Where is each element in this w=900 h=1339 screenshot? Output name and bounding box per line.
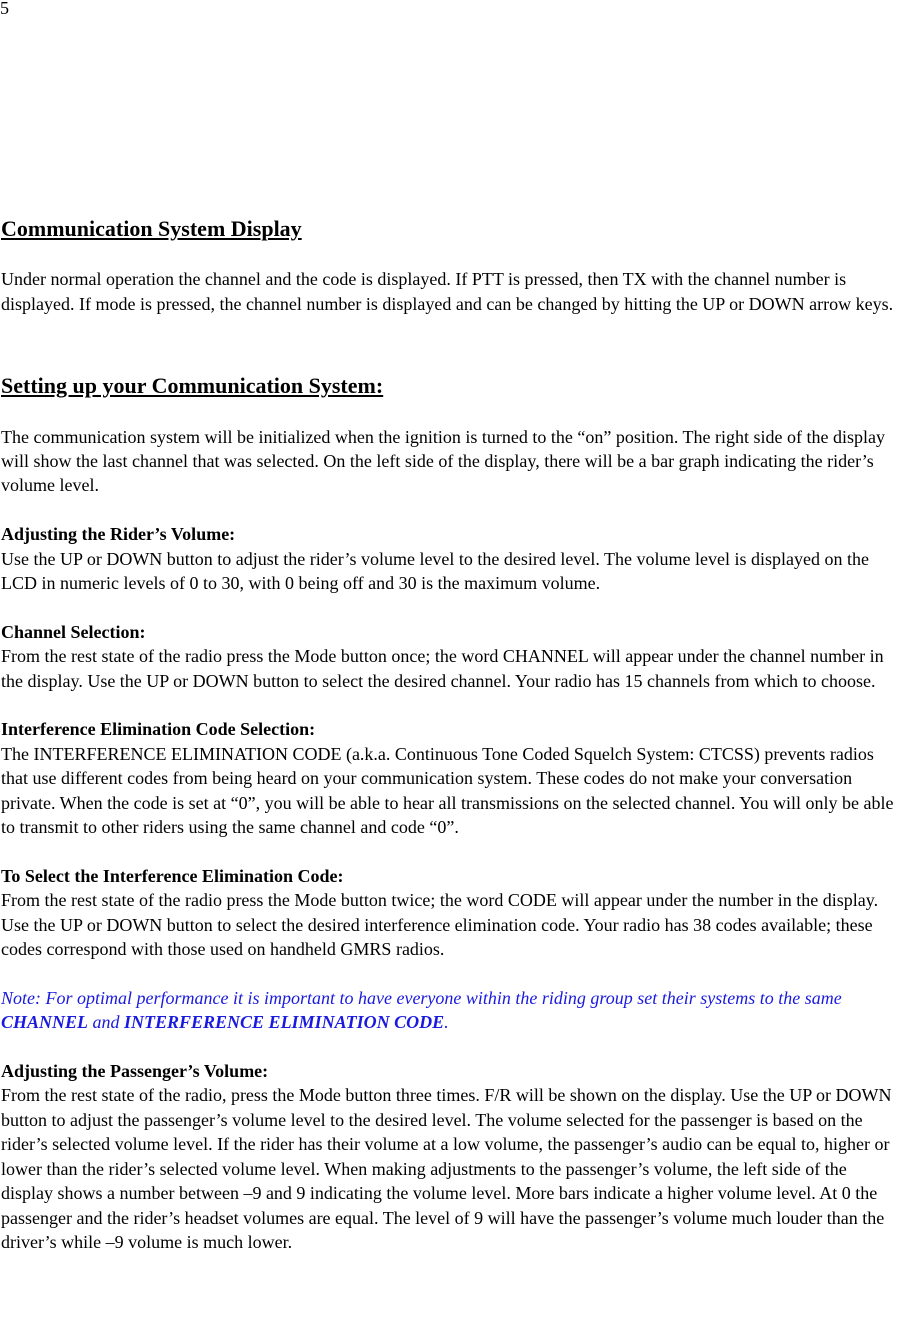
code-selection-title: Interference Elimination Code Selection:	[1, 719, 316, 740]
note-suffix: .	[444, 1012, 449, 1033]
page-number: 5	[0, 0, 9, 18]
note-and: and	[88, 1012, 125, 1033]
rider-volume-title: Adjusting the Rider’s Volume:	[1, 524, 236, 545]
select-code-text: From the rest state of the radio press the Mode button twice; the word CODE will appear under the number in the display. Use the UP or DOWN button to select the desired interference elimination code. Your radio has 38 codes available; these codes correspond with those used on handheld GMRS radios.	[1, 890, 879, 960]
note-code: INTERFERENCE ELIMINATION CODE	[124, 1012, 445, 1033]
code-selection-text: The INTERFERENCE ELIMINATION CODE (a.k.a. Continuous Tone Coded Squelch System: CTCSS) prevents radios that use different codes from being heard on your communication system. These codes do not make your conversation private. When the code is set at “0”, you will be able to hear all transmissions on the selected channel. You will only be able to transmit to other riders using the same channel and code “0”.	[1, 743, 894, 838]
section-heading-setup: Setting up your Communication System:	[1, 373, 384, 399]
rider-volume-text: Use the UP or DOWN button to adjust the rider’s volume level to the desired level. The volume level is displayed on the LCD in numeric levels of 0 to 30, with 0 being off and 30 is the maximum volume.	[1, 548, 869, 594]
document-body	[1, 215, 900, 1254]
note-prefix: Note: For optimal performance it is important to have everyone within the riding group set their systems to the same	[1, 987, 842, 1008]
select-code-title: To Select the Interference Elimination Code:	[1, 865, 344, 886]
channel-selection-title: Channel Selection:	[1, 621, 146, 642]
setup-intro: The communication system will be initialized when the ignition is turned to the “on” position. The right side of the display will show the last channel that was selected. On the left side of the display, there will be a bar graph indicating the rider’s volume level.	[1, 426, 886, 496]
display-paragraph: Under normal operation the channel and the code is displayed. If PTT is pressed, then TX with the channel number is displayed. If mode is pressed, the channel number is displayed and can be changed by hitting the UP or DOWN arrow keys.	[1, 269, 894, 314]
note-paragraph	[1, 986, 900, 1035]
note-channel: CHANNEL	[1, 1012, 89, 1033]
passenger-volume-text: From the rest state of the radio, press the Mode button three times. F/R will be shown on the display. Use the UP or DOWN button to adjust the passenger’s volume level to the desired level. The volume selected for the passenger is based on the rider’s selected volume level. If the rider has their volume at a low volume, the passenger’s audio can be equal to, higher or lower than the rider’s selected volume level. When making adjustments to the passenger’s volume, the left side of the display shows a number between –9 and 9 indicating the volume level. More bars indicate a higher volume level. At 0 the passenger and the rider’s headset volumes are equal. The level of 9 will have the passenger’s volume much louder than the driver’s while –9 volume is much lower.	[1, 1085, 892, 1252]
section-heading-display: Communication System Display	[1, 216, 302, 241]
channel-selection-text: From the rest state of the radio press the Mode button once; the word CHANNEL will appear under the channel number in the display. Use the UP or DOWN button to select the desired channel. Your radio has 15 channels from which to choose.	[1, 646, 884, 691]
passenger-volume-title: Adjusting the Passenger’s Volume:	[1, 1061, 269, 1082]
